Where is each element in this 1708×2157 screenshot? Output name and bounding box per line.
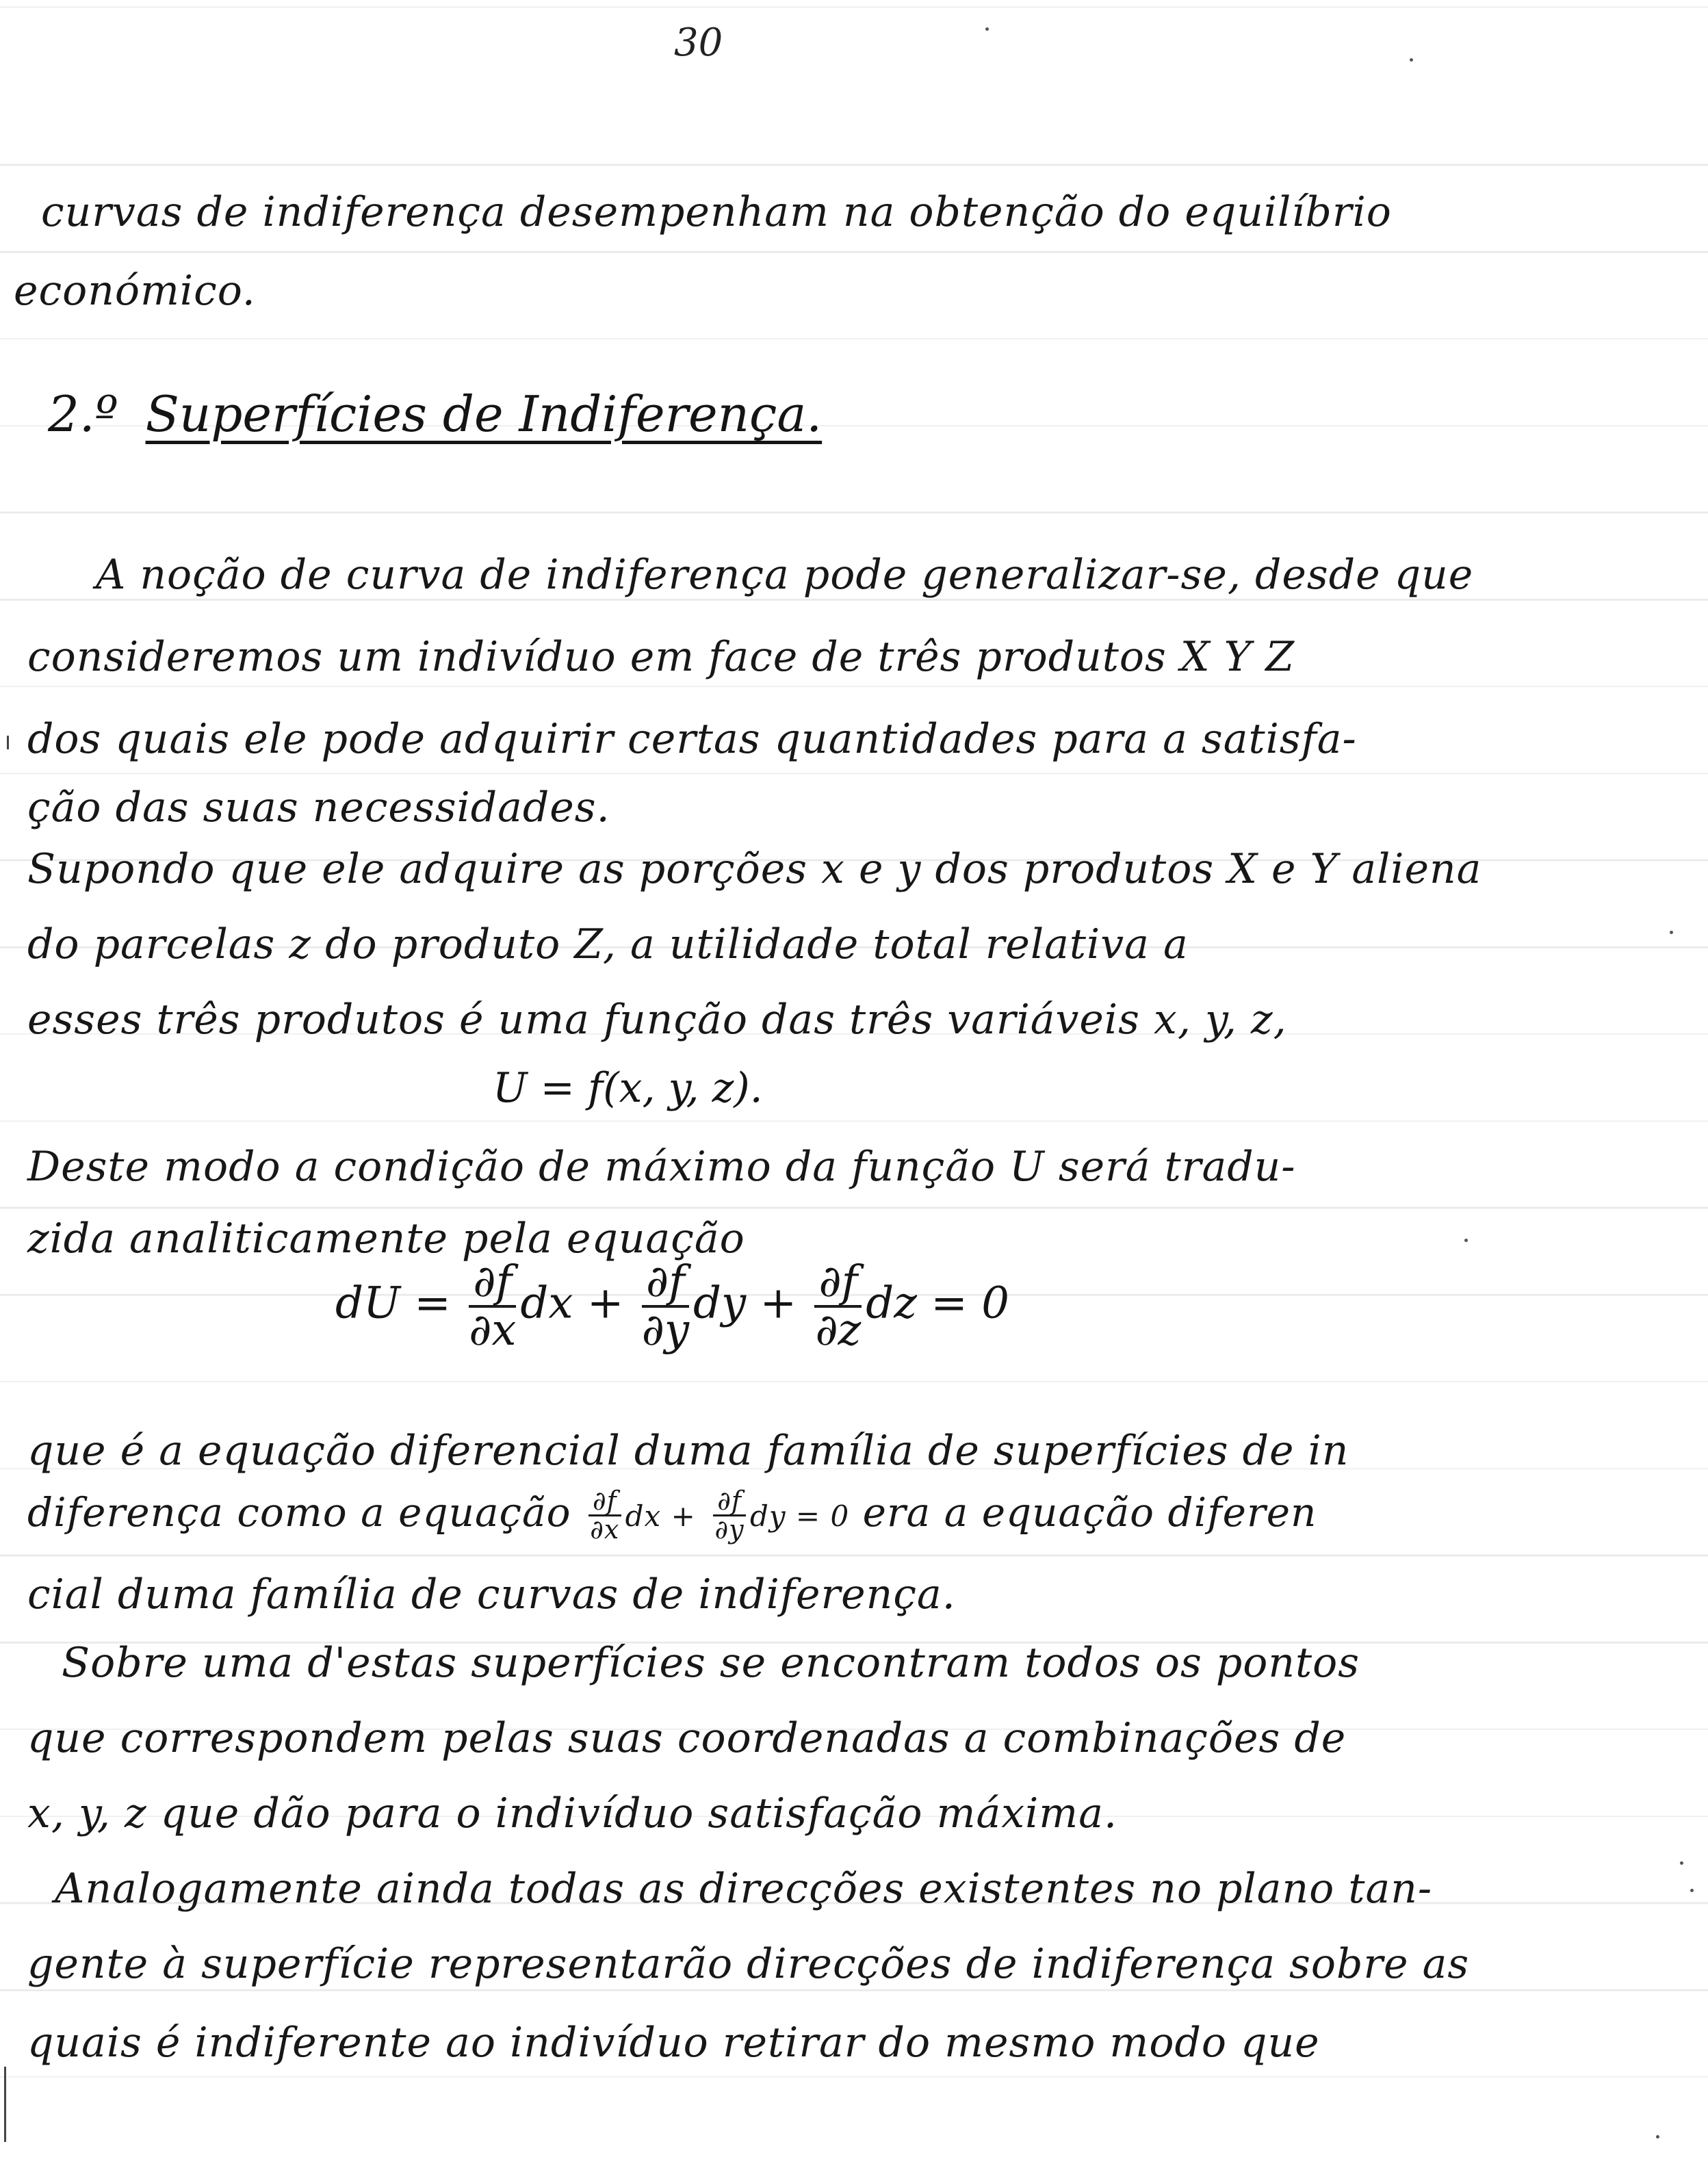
formula-term: dz = 0 — [866, 1278, 1009, 1329]
utility-function-formula: U = f(x, y, z). — [493, 1064, 763, 1112]
text-line: ção das suas necessidades. — [27, 784, 610, 831]
text-line: x, y, z que dão para o indivíduo satisfação máxima. — [27, 1790, 1118, 1837]
inline-text: diferença como a equação — [27, 1489, 571, 1536]
scan-speck — [985, 27, 989, 31]
text-line: que correspondem pelas suas coordenadas a combinações de — [27, 1714, 1347, 1762]
text-line-with-formula — [27, 1475, 1683, 1554]
text-line: do parcelas z do produto Z, a utilidade total relativa a — [27, 920, 1189, 968]
formula-term: dy + — [693, 1278, 797, 1329]
text-line: Sobre uma d'estas superfícies se encontram todos os pontos — [62, 1639, 1360, 1687]
section-title: Superfícies de Indiferença. — [145, 385, 823, 443]
text-line: consideremos um indivíduo em face de três produtos X Y Z — [27, 633, 1295, 681]
page-number: 30 — [674, 21, 723, 65]
section-number: 2.º — [48, 385, 118, 443]
partial-derivative-x: $\frac{\partial f}{\partial x}$ — [469, 1256, 517, 1356]
formula-lhs: dU = — [335, 1278, 451, 1329]
text-line: zida analiticamente pela equação — [27, 1215, 745, 1263]
text-line: gente à superfície representarão direcções de indiferença sobre as — [27, 1940, 1470, 1988]
left-margin-mark — [7, 736, 9, 749]
scan-speck — [1410, 58, 1413, 62]
text-line: Deste modo a condição de máximo da função U será tradu- — [27, 1143, 1296, 1191]
text-line: cial duma família de curvas de indiferença. — [27, 1571, 956, 1618]
inline-text: era a equação diferen — [862, 1489, 1317, 1536]
partial-derivative-y: $\frac{\partial f}{\partial y}$ — [641, 1256, 690, 1356]
inline-formula-term: dx + — [625, 1499, 696, 1533]
left-margin-mark — [4, 2067, 6, 2142]
inline-formula-term: dy = 0 — [749, 1499, 850, 1533]
inline-partial-derivative-x: $\frac{\partial f}{\partial x}$ — [588, 1488, 621, 1545]
scan-speck — [1656, 2135, 1659, 2139]
formula-term: dx + — [520, 1278, 624, 1329]
text-line: que é a equação diferencial duma família de superfícies de in — [27, 1427, 1349, 1475]
text-line: esses três produtos é uma função das três variáveis x, y, z, — [27, 996, 1287, 1044]
text-line: quais é indiferente ao indivíduo retirar do mesmo modo que — [27, 2019, 1320, 2067]
text-line: dos quais ele pode adquirir certas quantidades para a satisfa- — [27, 715, 1357, 763]
section-heading — [48, 383, 822, 445]
total-differential-formula — [335, 1256, 1009, 1356]
text-line: económico. — [14, 267, 256, 315]
inline-partial-derivative-y: $\frac{\partial f}{\partial y}$ — [713, 1488, 746, 1545]
text-line: Supondo que ele adquire as porções x e y dos produtos X e Y aliena — [27, 845, 1482, 893]
text-line: A noção de curva de indiferença pode generalizar-se, desde que — [96, 551, 1474, 599]
partial-derivative-z: $\frac{\partial f}{\partial z}$ — [815, 1256, 862, 1356]
text-line: curvas de indiferença desempenham na obtenção do equilíbrio — [41, 188, 1392, 236]
text-line: Analogamente ainda todas as direcções existentes no plano tan- — [55, 1865, 1433, 1913]
